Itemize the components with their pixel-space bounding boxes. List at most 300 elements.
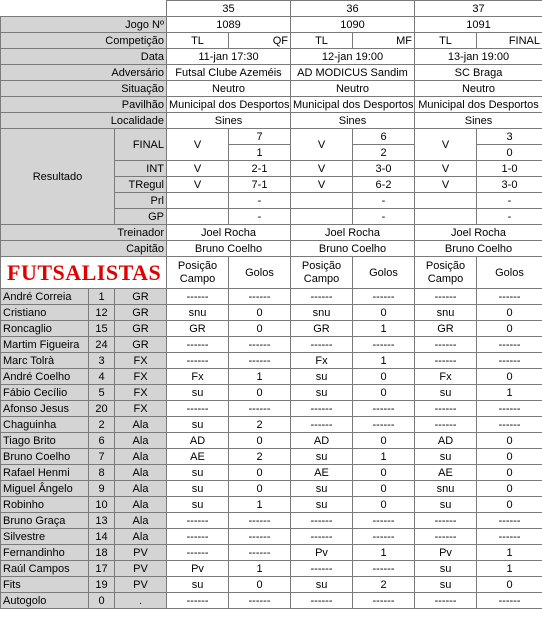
player-goals[interactable]: 0 xyxy=(477,577,542,593)
player-field-position[interactable]: su xyxy=(291,481,353,497)
player-field-position[interactable]: ------ xyxy=(291,289,353,305)
sheet-row xyxy=(1,497,542,513)
treinador-value[interactable]: Joel Rocha xyxy=(415,225,542,241)
player-number[interactable]: 6 xyxy=(89,433,115,449)
player-name[interactable]: Tiago Brito xyxy=(1,433,89,449)
player-field-position[interactable]: AD xyxy=(291,433,353,449)
tregul-score[interactable]: 6-2 xyxy=(353,177,415,193)
player-field-position[interactable]: AD xyxy=(415,433,477,449)
gp-score[interactable]: - xyxy=(477,209,542,225)
player-name[interactable]: Fábio Cecílio xyxy=(1,385,89,401)
player-goals[interactable]: ------ xyxy=(229,593,291,609)
player-number[interactable]: 20 xyxy=(89,401,115,417)
player-field-position[interactable]: ------ xyxy=(291,529,353,545)
sheet-row xyxy=(1,417,542,433)
player-goals[interactable]: ------ xyxy=(229,529,291,545)
pavilhao-value[interactable]: Municipal dos Desportos xyxy=(415,97,542,113)
golos-header[interactable]: Golos xyxy=(477,257,542,289)
player-field-position[interactable]: GR xyxy=(415,321,477,337)
label-capitao[interactable]: Capitão xyxy=(1,241,167,257)
player-goals[interactable]: 1 xyxy=(353,353,415,369)
player-field-position[interactable]: ------ xyxy=(415,593,477,609)
player-goals[interactable]: 0 xyxy=(353,497,415,513)
player-position[interactable]: Ala xyxy=(115,497,167,513)
prl-score[interactable]: - xyxy=(229,193,291,209)
player-field-position[interactable]: snu xyxy=(291,305,353,321)
player-position[interactable]: Ala xyxy=(115,513,167,529)
player-field-position[interactable]: ------ xyxy=(291,401,353,417)
player-name[interactable]: André Coelho xyxy=(1,369,89,385)
player-number[interactable]: 19 xyxy=(89,577,115,593)
player-goals[interactable]: ------ xyxy=(353,593,415,609)
final-score-home[interactable]: 7 xyxy=(229,129,291,145)
player-goals[interactable]: ------ xyxy=(353,289,415,305)
sheet-row xyxy=(1,433,542,449)
player-field-position[interactable]: su xyxy=(167,577,229,593)
player-name[interactable]: Autogolo xyxy=(1,593,89,609)
sheet-row xyxy=(1,545,542,561)
localidade-value[interactable]: Sines xyxy=(291,113,415,129)
player-name[interactable]: Raúl Campos xyxy=(1,561,89,577)
player-field-position[interactable]: Pv xyxy=(415,545,477,561)
player-field-position[interactable]: su xyxy=(291,369,353,385)
label-localidade[interactable]: Localidade xyxy=(1,113,167,129)
player-field-position[interactable]: Fx xyxy=(291,353,353,369)
player-name[interactable]: Rafael Henmi xyxy=(1,465,89,481)
player-goals[interactable]: 0 xyxy=(229,305,291,321)
player-goals[interactable]: ------ xyxy=(477,289,542,305)
player-field-position[interactable]: GR xyxy=(291,321,353,337)
campo-label: Campo xyxy=(427,272,464,285)
player-goals[interactable]: ------ xyxy=(229,353,291,369)
player-number[interactable]: 12 xyxy=(89,305,115,321)
competition-type[interactable]: TL xyxy=(167,33,229,49)
localidade-value[interactable]: Sines xyxy=(415,113,542,129)
adversario-value[interactable]: AD MODICUS Sandim xyxy=(291,65,415,81)
sheet-row xyxy=(1,17,542,33)
player-goals[interactable]: 0 xyxy=(229,577,291,593)
player-field-position[interactable]: snu xyxy=(415,481,477,497)
player-field-position[interactable]: AD xyxy=(167,433,229,449)
player-field-position[interactable]: ------ xyxy=(167,353,229,369)
player-goals[interactable]: ------ xyxy=(477,529,542,545)
player-goals[interactable]: 2 xyxy=(229,449,291,465)
player-number[interactable]: 9 xyxy=(89,481,115,497)
data-value[interactable]: 12-jan 19:00 xyxy=(291,49,415,65)
player-name[interactable]: Roncaglio xyxy=(1,321,89,337)
data-value[interactable]: 11-jan 17:30 xyxy=(167,49,291,65)
player-field-position[interactable]: GR xyxy=(167,321,229,337)
final-score-home[interactable]: 3 xyxy=(477,129,542,145)
player-name[interactable]: Fits xyxy=(1,577,89,593)
player-goals[interactable]: 0 xyxy=(477,369,542,385)
int-tag[interactable]: V xyxy=(291,161,353,177)
sheet-row xyxy=(1,561,542,577)
player-number[interactable]: 3 xyxy=(89,353,115,369)
player-name[interactable]: Chaguinha xyxy=(1,417,89,433)
capitao-value[interactable]: Bruno Coelho xyxy=(291,241,415,257)
player-field-position[interactable]: Pv xyxy=(167,561,229,577)
competition-stage[interactable]: MF xyxy=(353,33,415,49)
player-goals[interactable]: 1 xyxy=(477,385,542,401)
player-goals[interactable]: 0 xyxy=(353,433,415,449)
player-field-position[interactable]: ------ xyxy=(167,337,229,353)
player-name[interactable]: Fernandinho xyxy=(1,545,89,561)
gp-tag[interactable] xyxy=(167,209,229,225)
player-goals[interactable]: 0 xyxy=(477,321,542,337)
player-goals[interactable]: 0 xyxy=(477,497,542,513)
player-field-position[interactable]: ------ xyxy=(167,593,229,609)
sheet-row xyxy=(1,529,542,545)
player-field-position[interactable]: ------ xyxy=(167,401,229,417)
sheet-row xyxy=(1,33,542,49)
player-goals[interactable]: 0 xyxy=(353,385,415,401)
final-score-home[interactable]: 6 xyxy=(353,129,415,145)
player-number[interactable]: 18 xyxy=(89,545,115,561)
player-goals[interactable]: 0 xyxy=(353,305,415,321)
label-data[interactable]: Data xyxy=(1,49,167,65)
golos-header[interactable]: Golos xyxy=(229,257,291,289)
player-field-position[interactable]: ------ xyxy=(415,401,477,417)
sheet-row xyxy=(1,385,542,401)
player-field-position[interactable]: AE xyxy=(167,449,229,465)
label-int[interactable]: INT xyxy=(115,161,167,177)
player-goals[interactable]: ------ xyxy=(477,337,542,353)
player-goals[interactable]: 1 xyxy=(229,369,291,385)
sheet-row xyxy=(1,353,542,369)
gp-score[interactable]: - xyxy=(353,209,415,225)
player-goals[interactable]: 0 xyxy=(477,465,542,481)
player-goals[interactable]: ------ xyxy=(477,593,542,609)
player-number[interactable]: 17 xyxy=(89,561,115,577)
player-goals[interactable]: 0 xyxy=(229,433,291,449)
player-goals[interactable]: ------ xyxy=(353,513,415,529)
sheet-row xyxy=(1,369,542,385)
player-goals[interactable]: ------ xyxy=(477,513,542,529)
player-field-position[interactable]: su xyxy=(415,385,477,401)
player-name[interactable]: Bruno Graça xyxy=(1,513,89,529)
treinador-value[interactable]: Joel Rocha xyxy=(167,225,291,241)
label-adversario[interactable]: Adversário xyxy=(1,65,167,81)
player-field-position[interactable]: su xyxy=(167,417,229,433)
capitao-value[interactable]: Bruno Coelho xyxy=(415,241,542,257)
adversario-value[interactable]: SC Braga xyxy=(415,65,542,81)
prl-tag[interactable] xyxy=(415,193,477,209)
player-field-position[interactable]: Pv xyxy=(291,545,353,561)
label-treinador[interactable]: Treinador xyxy=(1,225,167,241)
player-field-position[interactable]: ------ xyxy=(415,529,477,545)
sheet-row xyxy=(1,321,542,337)
player-goals[interactable]: ------ xyxy=(353,337,415,353)
prl-tag[interactable] xyxy=(167,193,229,209)
golos-header[interactable]: Golos xyxy=(353,257,415,289)
posicao-label: Posição xyxy=(177,259,218,272)
player-position[interactable]: PV xyxy=(115,545,167,561)
player-goals[interactable]: 0 xyxy=(477,449,542,465)
pavilhao-value[interactable]: Municipal dos Desportos xyxy=(291,97,415,113)
posicao-campo-header[interactable] xyxy=(167,257,229,289)
player-field-position[interactable]: snu xyxy=(415,305,477,321)
gp-tag[interactable] xyxy=(415,209,477,225)
player-field-position[interactable]: ------ xyxy=(291,561,353,577)
player-position[interactable]: GR xyxy=(115,337,167,353)
gp-tag[interactable] xyxy=(291,209,353,225)
player-field-position[interactable]: su xyxy=(291,577,353,593)
player-field-position[interactable]: su xyxy=(167,385,229,401)
player-field-position[interactable]: su xyxy=(167,481,229,497)
competition-type[interactable]: TL xyxy=(415,33,477,49)
campo-label: Campo xyxy=(179,272,216,285)
player-goals[interactable]: ------ xyxy=(229,289,291,305)
player-number[interactable]: 0 xyxy=(89,593,115,609)
player-goals[interactable]: 2 xyxy=(353,577,415,593)
competition-stage[interactable]: QF xyxy=(229,33,291,49)
player-goals[interactable]: 0 xyxy=(229,385,291,401)
tregul-score[interactable]: 3-0 xyxy=(477,177,542,193)
sheet-row xyxy=(1,513,542,529)
player-name[interactable]: Martim Figueira xyxy=(1,337,89,353)
player-field-position[interactable]: su xyxy=(167,465,229,481)
player-name[interactable]: Bruno Coelho xyxy=(1,449,89,465)
situacao-value[interactable]: Neutro xyxy=(167,81,291,97)
sheet-row xyxy=(1,481,542,497)
data-value[interactable]: 13-jan 19:00 xyxy=(415,49,542,65)
int-score[interactable]: 3-0 xyxy=(353,161,415,177)
player-goals[interactable]: 0 xyxy=(229,481,291,497)
player-goals[interactable]: ------ xyxy=(477,353,542,369)
player-field-position[interactable]: ------ xyxy=(167,529,229,545)
player-goals[interactable]: 0 xyxy=(353,481,415,497)
tregul-score[interactable]: 7-1 xyxy=(229,177,291,193)
sheet-row xyxy=(1,577,542,593)
label-competicao[interactable]: Competição xyxy=(1,33,167,49)
player-goals[interactable]: 0 xyxy=(353,369,415,385)
player-field-position[interactable]: ------ xyxy=(415,289,477,305)
player-goals[interactable]: ------ xyxy=(353,417,415,433)
player-goals[interactable]: 1 xyxy=(229,497,291,513)
game-number[interactable]: 35 xyxy=(167,1,291,17)
player-field-position[interactable]: su xyxy=(415,497,477,513)
player-position[interactable]: Ala xyxy=(115,465,167,481)
posicao-label: Posição xyxy=(301,259,342,272)
player-number[interactable]: 15 xyxy=(89,321,115,337)
player-goals[interactable]: ------ xyxy=(229,401,291,417)
posicao-campo-header[interactable] xyxy=(415,257,477,289)
competition-stage[interactable]: FINAL xyxy=(477,33,542,49)
player-field-position[interactable]: ------ xyxy=(291,337,353,353)
player-position[interactable]: GR xyxy=(115,289,167,305)
capitao-value[interactable]: Bruno Coelho xyxy=(167,241,291,257)
player-field-position[interactable]: AE xyxy=(415,465,477,481)
final-result-tag[interactable]: V xyxy=(415,129,477,161)
game-number[interactable]: 37 xyxy=(415,1,542,17)
player-goals[interactable]: 0 xyxy=(353,465,415,481)
sheet-row xyxy=(1,225,542,241)
final-score-away[interactable]: 2 xyxy=(353,145,415,161)
situacao-value[interactable]: Neutro xyxy=(291,81,415,97)
sheet-row xyxy=(1,449,542,465)
player-field-position[interactable]: su xyxy=(415,577,477,593)
player-goals[interactable]: ------ xyxy=(229,545,291,561)
player-position[interactable]: Ala xyxy=(115,481,167,497)
sheet-row xyxy=(1,65,542,81)
player-field-position[interactable]: AE xyxy=(291,465,353,481)
final-score-away[interactable]: 0 xyxy=(477,145,542,161)
int-score[interactable]: 2-1 xyxy=(229,161,291,177)
player-position[interactable]: Ala xyxy=(115,449,167,465)
pavilhao-value[interactable]: Municipal dos Desportos xyxy=(167,97,291,113)
label-gp[interactable]: GP xyxy=(115,209,167,225)
competition-type[interactable]: TL xyxy=(291,33,353,49)
prl-score[interactable]: - xyxy=(353,193,415,209)
player-goals[interactable]: 1 xyxy=(477,545,542,561)
sheet-row xyxy=(1,465,542,481)
int-tag[interactable]: V xyxy=(167,161,229,177)
final-score-away[interactable]: 1 xyxy=(229,145,291,161)
player-field-position[interactable]: su xyxy=(167,497,229,513)
player-position[interactable]: GR xyxy=(115,305,167,321)
jogo-value[interactable]: 1089 xyxy=(167,17,291,33)
player-number[interactable]: 10 xyxy=(89,497,115,513)
situacao-value[interactable]: Neutro xyxy=(415,81,542,97)
final-result-tag[interactable]: V xyxy=(167,129,229,161)
player-goals[interactable]: 0 xyxy=(477,433,542,449)
player-goals[interactable]: 0 xyxy=(477,481,542,497)
label-tregul[interactable]: TRegul xyxy=(115,177,167,193)
final-result-tag[interactable]: V xyxy=(291,129,353,161)
gp-score[interactable]: - xyxy=(229,209,291,225)
label-resultado[interactable]: Resultado xyxy=(1,129,115,225)
player-goals[interactable]: ------ xyxy=(229,337,291,353)
player-goals[interactable]: 1 xyxy=(353,545,415,561)
player-field-position[interactable]: su xyxy=(415,561,477,577)
player-position[interactable]: Ala xyxy=(115,529,167,545)
player-field-position[interactable]: snu xyxy=(167,305,229,321)
player-goals[interactable]: 1 xyxy=(229,561,291,577)
jogo-value[interactable]: 1091 xyxy=(415,17,542,33)
player-goals[interactable]: 1 xyxy=(353,449,415,465)
label-prl[interactable]: Prl xyxy=(115,193,167,209)
int-tag[interactable]: V xyxy=(415,161,477,177)
sheet-row xyxy=(1,401,542,417)
player-position[interactable]: . xyxy=(115,593,167,609)
player-goals[interactable]: ------ xyxy=(353,401,415,417)
sheet-row xyxy=(1,1,542,17)
player-position[interactable]: FX xyxy=(115,369,167,385)
tregul-tag[interactable]: V xyxy=(415,177,477,193)
player-position[interactable]: FX xyxy=(115,401,167,417)
prl-tag[interactable] xyxy=(291,193,353,209)
posicao-campo-header[interactable] xyxy=(291,257,353,289)
player-number[interactable]: 5 xyxy=(89,385,115,401)
player-number[interactable]: 4 xyxy=(89,369,115,385)
player-goals[interactable]: 0 xyxy=(477,305,542,321)
localidade-value[interactable]: Sines xyxy=(167,113,291,129)
player-field-position[interactable]: ------ xyxy=(415,513,477,529)
tregul-tag[interactable]: V xyxy=(291,177,353,193)
player-field-position[interactable]: ------ xyxy=(415,417,477,433)
sheet-row xyxy=(1,241,542,257)
futsalistas-title[interactable]: FUTSALISTAS xyxy=(1,257,167,289)
player-number[interactable]: 2 xyxy=(89,417,115,433)
sheet-row xyxy=(1,337,542,353)
tregul-tag[interactable]: V xyxy=(167,177,229,193)
player-field-position[interactable]: su xyxy=(291,385,353,401)
player-name[interactable]: Robinho xyxy=(1,497,89,513)
player-field-position[interactable]: su xyxy=(291,497,353,513)
player-field-position[interactable]: ------ xyxy=(167,545,229,561)
player-field-position[interactable]: Fx xyxy=(415,369,477,385)
player-goals[interactable]: 1 xyxy=(477,561,542,577)
jogo-value[interactable]: 1090 xyxy=(291,17,415,33)
game-number[interactable]: 36 xyxy=(291,1,415,17)
player-goals[interactable]: 0 xyxy=(229,321,291,337)
player-field-position[interactable]: ------ xyxy=(167,289,229,305)
blank-cell[interactable] xyxy=(1,1,167,17)
adversario-value[interactable]: Futsal Clube Azeméis xyxy=(167,65,291,81)
player-goals[interactable]: ------ xyxy=(353,529,415,545)
player-goals[interactable]: ------ xyxy=(477,401,542,417)
player-goals[interactable]: ------ xyxy=(229,513,291,529)
player-name[interactable]: Cristiano xyxy=(1,305,89,321)
player-name[interactable]: Marc Tolrà xyxy=(1,353,89,369)
player-number[interactable]: 13 xyxy=(89,513,115,529)
sheet-row xyxy=(1,113,542,129)
player-goals[interactable]: 1 xyxy=(353,321,415,337)
player-goals[interactable]: ------ xyxy=(477,417,542,433)
sheet-row xyxy=(1,305,542,321)
label-final[interactable]: FINAL xyxy=(115,129,167,161)
player-goals[interactable]: 2 xyxy=(229,417,291,433)
player-field-position[interactable]: ------ xyxy=(291,593,353,609)
player-name[interactable]: Miguel Ângelo xyxy=(1,481,89,497)
player-position[interactable]: FX xyxy=(115,385,167,401)
player-name[interactable]: Silvestre xyxy=(1,529,89,545)
player-goals[interactable]: ------ xyxy=(353,561,415,577)
player-name[interactable]: Afonso Jesus xyxy=(1,401,89,417)
label-pavilhao[interactable]: Pavilhão xyxy=(1,97,167,113)
player-number[interactable]: 1 xyxy=(89,289,115,305)
player-position[interactable]: GR xyxy=(115,321,167,337)
player-field-position[interactable]: su xyxy=(291,449,353,465)
player-position[interactable]: Ala xyxy=(115,433,167,449)
player-number[interactable]: 14 xyxy=(89,529,115,545)
player-goals[interactable]: 0 xyxy=(229,465,291,481)
player-field-position[interactable]: ------ xyxy=(291,513,353,529)
label-situacao[interactable]: Situação xyxy=(1,81,167,97)
player-field-position[interactable]: ------ xyxy=(415,353,477,369)
player-field-position[interactable]: Fx xyxy=(167,369,229,385)
player-field-position[interactable]: ------ xyxy=(167,513,229,529)
player-number[interactable]: 8 xyxy=(89,465,115,481)
player-position[interactable]: FX xyxy=(115,353,167,369)
player-number[interactable]: 7 xyxy=(89,449,115,465)
player-name[interactable]: André Correia xyxy=(1,289,89,305)
player-field-position[interactable]: ------ xyxy=(415,337,477,353)
player-position[interactable]: PV xyxy=(115,561,167,577)
sheet-row xyxy=(1,289,542,305)
treinador-value[interactable]: Joel Rocha xyxy=(291,225,415,241)
player-position[interactable]: Ala xyxy=(115,417,167,433)
player-position[interactable]: PV xyxy=(115,577,167,593)
sheet-row xyxy=(1,129,542,145)
int-score[interactable]: 1-0 xyxy=(477,161,542,177)
player-field-position[interactable]: su xyxy=(415,449,477,465)
player-field-position[interactable]: ------ xyxy=(291,417,353,433)
player-number[interactable]: 24 xyxy=(89,337,115,353)
label-jogo[interactable]: Jogo Nº xyxy=(1,17,167,33)
prl-score[interactable]: - xyxy=(477,193,542,209)
